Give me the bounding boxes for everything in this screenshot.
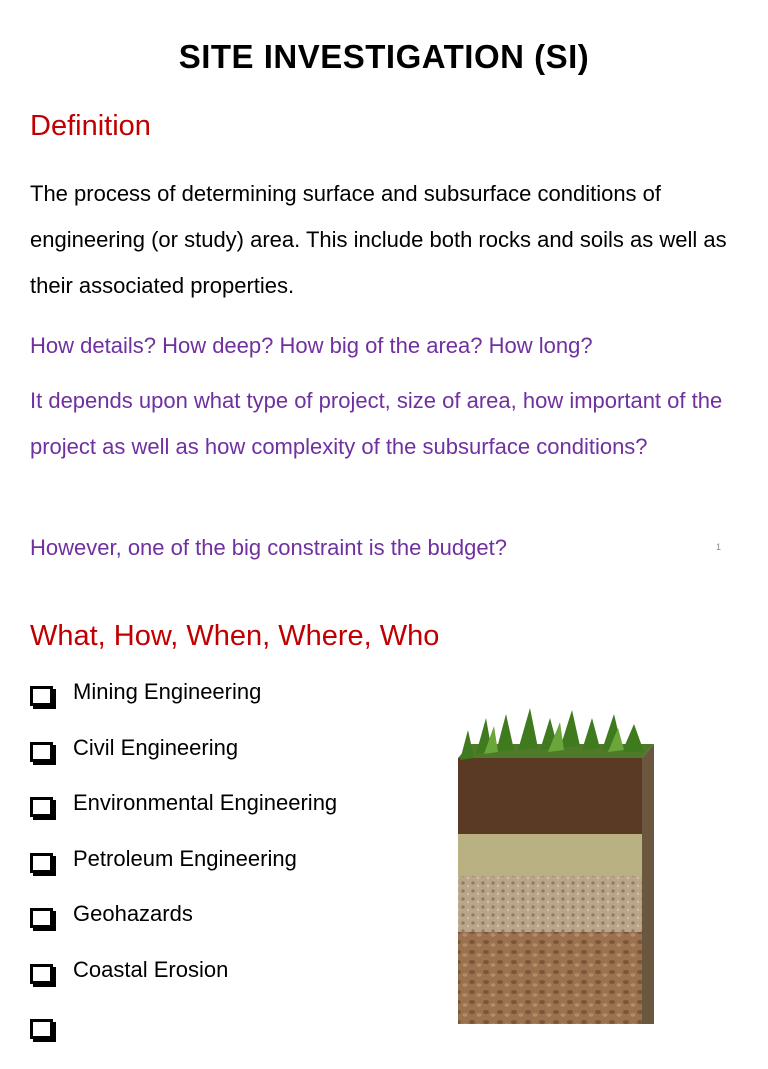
checkbox-icon	[30, 964, 53, 984]
list-item	[30, 958, 337, 1014]
topsoil-layer	[458, 758, 642, 834]
rock-layer	[458, 932, 642, 1024]
list-item-label: Coastal Erosion	[73, 956, 229, 982]
list-item-label: Environmental Engineering	[73, 790, 338, 815]
list-item-label: Civil Engineering	[73, 734, 239, 760]
definition-heading: Definition	[30, 110, 151, 142]
soil-profile-image	[440, 688, 660, 1024]
budget-text: However, one of the big constraint is the budget?	[30, 535, 507, 560]
questions-text: How details? How deep? How big of the area? How long?	[30, 333, 593, 358]
page-title: SITE INVESTIGATION (SI)	[178, 38, 590, 75]
sand-layer	[458, 834, 642, 876]
depends-text: It depends upon what type of project, size of area, how important of the project as well as how complexity of the subsurface conditions?	[30, 388, 723, 459]
list-item	[30, 1013, 337, 1069]
checkbox-icon	[30, 853, 53, 873]
discipline-list	[30, 680, 337, 1069]
checkbox-icon	[30, 742, 53, 762]
list-item-label: Mining Engineering	[73, 679, 262, 704]
page-number: 1	[716, 542, 722, 552]
definition-body: The process of determining surface and subsurface conditions of engineering (or study) area. This include both rocks and soils as well as their associated properties.	[30, 181, 727, 298]
section-heading: What, How, When, Where, Who	[30, 620, 440, 652]
checkbox-icon	[30, 686, 53, 706]
gravel-layer	[458, 876, 642, 932]
checkbox-icon	[30, 1019, 53, 1039]
list-item-label: Geohazards	[73, 901, 193, 926]
checkbox-icon	[30, 797, 53, 817]
checkbox-icon	[30, 908, 53, 928]
list-item-label: Petroleum Engineering	[73, 845, 297, 871]
